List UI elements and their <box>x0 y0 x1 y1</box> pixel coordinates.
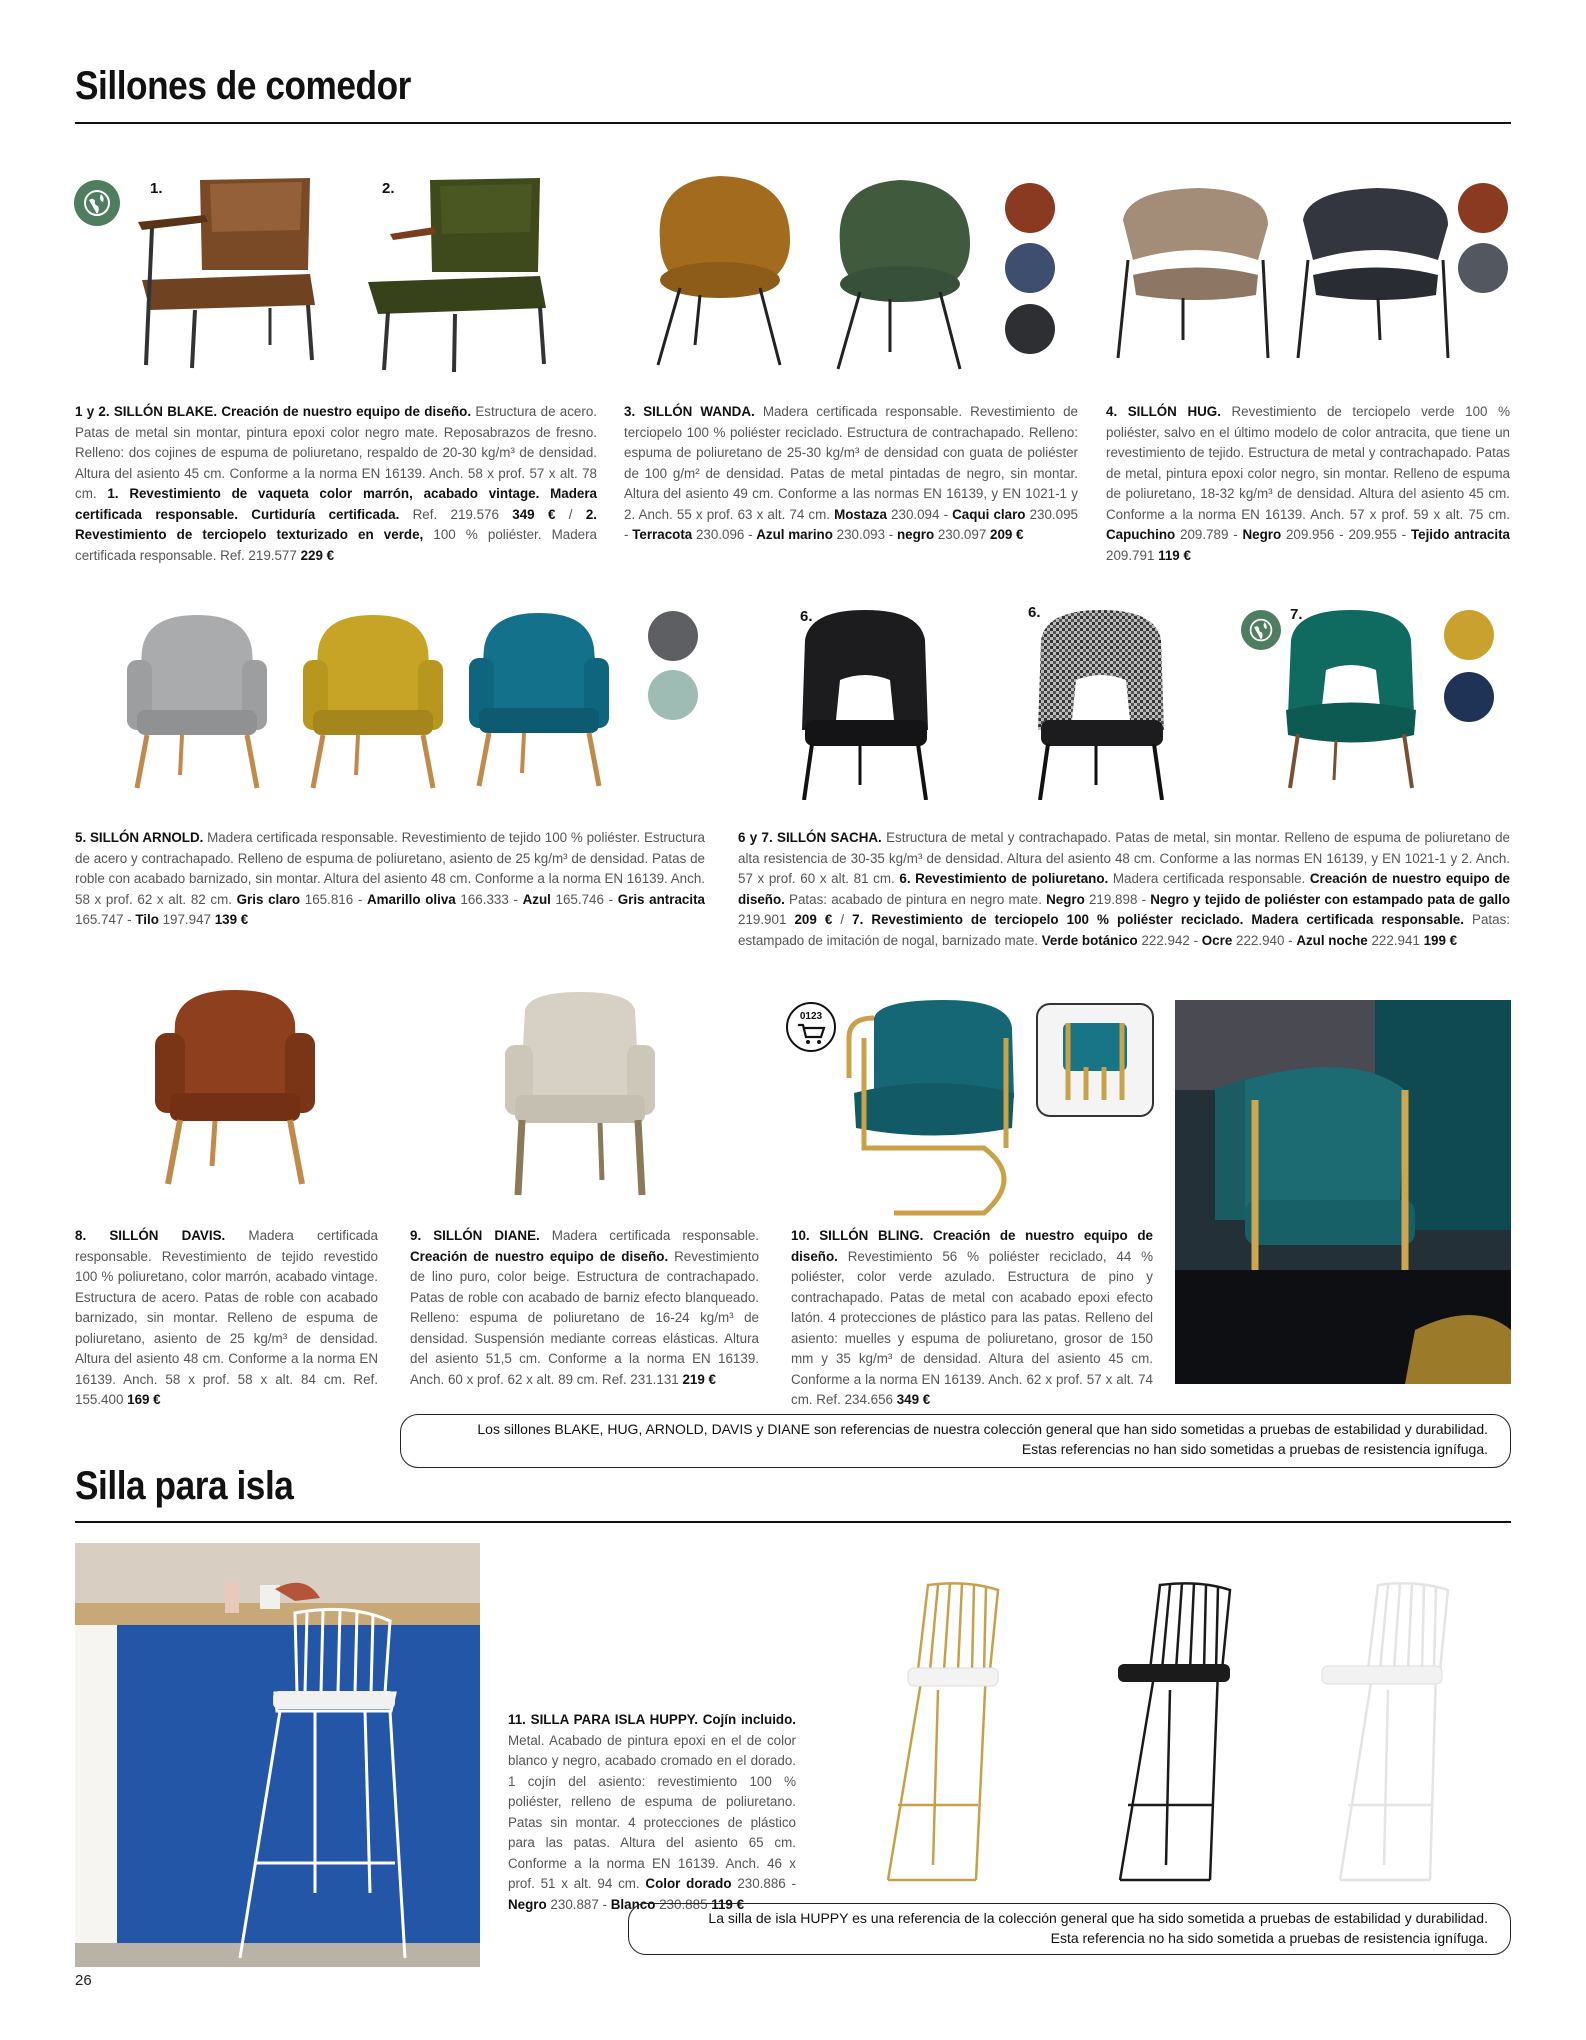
product-number-2: 2. <box>382 180 395 197</box>
product-name: 6 y 7. SILLÓN SACHA. <box>738 830 882 845</box>
product-description-davis: 8. SILLÓN DAVIS. Madera certificada responsable. Revestimiento de tejido revestido 100 % poliuretano, color marrón, acabado vintage. Estructura de acero. Patas de roble con acabado barnizado, sin montar. Relleno de espuma de poliuretano, asiento de 25 kg/m³ de densidad. Altura del asiento 48 cm. Conforme a la norma EN 16139. Anch. 58 x prof. 58 x alt. 84 cm. Ref. 155.400 169 € <box>75 1228 379 1407</box>
eco-badge-icon <box>74 180 120 226</box>
chair-bling-image <box>834 998 1024 1223</box>
chair-wanda-mustard-image <box>640 170 800 370</box>
product-number-6b: 6. <box>1028 604 1041 621</box>
section-title-island: Silla para isla <box>75 1464 294 1508</box>
shopping-cart-icon <box>786 1002 836 1052</box>
product-name: 4. SILLÓN HUG. <box>1106 404 1221 419</box>
chair-hug-antracita-image <box>1288 180 1458 360</box>
color-swatch-negro <box>1005 304 1055 354</box>
price: 169 € <box>127 1392 161 1407</box>
chair-davis-image <box>150 988 320 1188</box>
price: 199 € <box>1423 932 1458 948</box>
price: 119 € <box>1158 547 1191 563</box>
stool-huppy-gold-image <box>868 1580 1018 1890</box>
product-number-6a: 6. <box>800 608 813 625</box>
chair-diane-image <box>500 990 660 1200</box>
chair-sacha-black-image <box>790 610 940 800</box>
price: 119 € <box>711 1896 745 1912</box>
color-swatch-ocre <box>1444 610 1494 660</box>
color-swatch-terracota <box>1005 183 1055 233</box>
chair-arnold-grey-image <box>122 610 272 790</box>
chair-blake-brown-image <box>130 170 340 370</box>
note-line-1: La silla de isla HUPPY es una referencia de la colección general que ha sido sometida a pruebas de estabilidad y durabilidad. <box>708 1910 1488 1926</box>
product-name: 10. SILLÓN BLING. Creación de nuestro equipo de diseño. <box>791 1228 1153 1264</box>
page-number: 26 <box>75 1972 92 1989</box>
color-swatch-hug-antracita <box>1458 243 1508 293</box>
product-description-sacha: 6 y 7. SILLÓN SACHA. Estructura de metal y contrachapado. Patas de metal, sin montar. Relleno de espuma de poliuretano de alta resistencia de 30-35 kg/m³ de densidad. Altura del asiento 48 cm. Conforme a las normas EN 16139, y EN 1021-1 y 2. Anch. 57 x prof. 60 x alt. 81 cm. 6. Revestimiento de poliuretano. Madera certificada responsable. Creación de nuestro equipo de diseño. Patas: acabado de pintura en negro mate. Negro 219.898 - Negro y tejido de poliéster con estampado pata de gallo 219.901 209 € / 7. Revestimiento de terciopelo 100 % poliéster reciclado. Madera certificada responsable. Patas: estampado de imitación de nogal, barnizado mate. Verde botánico 222.942 - Ocre 222.940 - Azul noche 222.941 199 € <box>738 830 1511 948</box>
product-description-hug: 4. SILLÓN HUG. Revestimiento de terciopelo verde 100 % poliéster, salvo en el último modelo de color antracita, que tiene un revestimiento de tejido. Estructura de metal y contrachapado. Patas de metal, pintura epoxi color negro, sin montar. Relleno de espuma de poliuretano, 18-32 kg/m³ de densidad. Altura del asiento 45 cm. Conforme a la norma EN 16139. Anch. 57 x prof. 59 x alt. 75 cm. Capuchino 209.789 - Negro 209.956 - 209.955 - Tejido antracita 209.791 119 € <box>1106 404 1510 563</box>
product-description-diane: 9. SILLÓN DIANE. Madera certificada responsable. Creación de nuestro equipo de diseño. Revestimiento de lino puro, color beige. Estructura de contrachapado. Patas de roble con acabado de barniz efecto blanqueado. Relleno: espuma de poliuretano de 16-24 kg/m³ de densidad. Suspensión mediante correas elásticas. Altura del asiento 51,5 cm. Conforme a la norma EN 16139. Anch. 60 x prof. 62 x alt. 89 cm. Ref. 231.131 219 € <box>410 1228 759 1387</box>
island-test-note <box>628 1903 1511 1955</box>
price: 349 € <box>896 1392 931 1407</box>
chair-hug-capuchino-image <box>1108 180 1278 360</box>
note-line-2: Esta referencia no ha sido sometida a pruebas de resistencia ignífuga. <box>1050 1930 1488 1946</box>
product-number-7: 7. <box>1290 606 1303 623</box>
chair-wanda-green-image <box>820 174 980 374</box>
chair-arnold-yellow-image <box>298 610 448 790</box>
color-swatch-hug-terracota <box>1458 183 1508 233</box>
dining-test-note <box>400 1414 1511 1468</box>
chair-sacha-pied-de-poule-image <box>1026 610 1176 800</box>
color-swatch-tilo <box>648 670 698 720</box>
chair-arnold-blue-image <box>464 608 614 788</box>
section-title-dining: Sillones de comedor <box>75 64 411 108</box>
product-description-arnold: 5. SILLÓN ARNOLD. Madera certificada responsable. Revestimiento de tejido 100 % poliéster. Estructura de acero y contrachapado. Relleno de espuma de poliuretano, asiento de 25 kg/m³ de densidad. Patas de roble con acabado barnizado, sin montar. Altura del asiento 48 cm. Conforme a la norma EN 16139. Anch. 58 x prof. 62 x alt. 82 cm. Gris claro 165.816 - Amarillo oliva 166.333 - Azul 165.746 - Gris antracita 165.747 - Tilo 197.947 139 € <box>75 830 705 927</box>
section-rule <box>75 1521 1511 1523</box>
product-name: 8. SILLÓN DAVIS. <box>75 1228 226 1243</box>
stool-huppy-white-image <box>1318 1580 1468 1890</box>
product-description-wanda: 3. SILLÓN WANDA. Madera certificada responsable. Revestimiento de terciopelo 100 % poliéster reciclado. Estructura de contrachapado. Relleno: espuma de poliuretano de 25-30 kg/m³ de densidad con guata de poliéster de 100 g/m² de densidad. Patas de metal pintadas de negro, sin montar. Altura del asiento 49 cm. Conforme a las normas EN 16139, y EN 1021-1 y 2. Anch. 55 x prof. 63 x alt. 74 cm. Mostaza 230.094 - Caqui claro 230.095 - Terracota 230.096 - Azul marino 230.093 - negro 230.097 209 € <box>624 404 1078 542</box>
product-name: 11. SILLA PARA ISLA HUPPY. Cojín incluido. <box>508 1712 796 1727</box>
bling-ambiance-photo <box>1175 1000 1511 1384</box>
price: 209 € <box>990 527 1024 542</box>
product-name: 1 y 2. SILLÓN BLAKE. Creación de nuestro equipo de diseño. <box>75 404 472 419</box>
price: 219 € <box>682 1371 716 1387</box>
price: 229 € <box>300 547 335 563</box>
color-swatch-azul-marino <box>1005 243 1055 293</box>
price: 349 € <box>512 506 556 522</box>
product-name: 9. SILLÓN DIANE. <box>410 1228 540 1243</box>
product-description-huppy: 11. SILLA PARA ISLA HUPPY. Cojín incluido. Metal. Acabado de pintura epoxi en el de color blanco y negro, acabado cromado en el dorado. 1 cojín del asiento: revestimiento 100 % poliéster, relleno de espuma de poliuretano. Patas sin montar. 4 protecciones de plástico para las patas. Altura del asiento 65 cm. Conforme a la norma EN 16139. Anch. 46 x prof. 51 x alt. 94 cm. Color dorado 230.886 - Negro 230.887 - Blanco 230.885 119 € <box>508 1712 796 1912</box>
stool-huppy-black-image <box>1100 1580 1250 1890</box>
chair-blake-green-image <box>360 172 570 372</box>
badge-code: 0123 <box>799 1011 823 1022</box>
color-swatch-azul-noche <box>1444 672 1494 722</box>
product-name: 5. SILLÓN ARNOLD. <box>75 830 204 845</box>
chair-sacha-verde-image <box>1276 610 1426 790</box>
product-description-bling: 10. SILLÓN BLING. Creación de nuestro equipo de diseño. Revestimiento 56 % poliéster reciclado, 44 % poliéster, color verde azulado. Estructura de pino y contrachapado. Patas de metal con acabado epoxi efecto latón. 4 protecciones de plástico para las patas. Relleno del asiento: muelles y espuma de poliuretano, grosor de 150 mm y 35 kg/m³ de densidad. Altura del asiento 45 cm. Conforme a la norma EN 16139. Anch. 62 x prof. 57 x alt. 74 cm. Ref. 234.656 349 € <box>791 1228 1153 1407</box>
product-name: 3. SILLÓN WANDA. <box>624 404 755 419</box>
price: 209 € <box>794 912 833 927</box>
product-number-1: 1. <box>150 180 163 197</box>
product-description-blake: 1 y 2. SILLÓN BLAKE. Creación de nuestro equipo de diseño. Estructura de acero. Patas de metal sin montar, pintura epoxi color negro mate. Reposabrazos de fresno. Relleno: dos cojines de espuma de poliuretano, respaldo de 20-30 kg/m³ de densidad. Altura del asiento 45 cm. Conforme a la norma EN 16139. Anch. 58 x prof. 57 x alt. 78 cm. 1. Revestimiento de vaqueta color marrón, acabado vintage. Madera certificada responsable. Curtiduría certificada. Ref. 219.576 349 € / 2. Revestimiento de terciopelo texturizado en verde, 100 % poliéster. Madera certificada responsable. Ref. 219.577 229 € <box>75 404 598 563</box>
price: 139 € <box>214 912 249 927</box>
note-line-1: Los sillones BLAKE, HUG, ARNOLD, DAVIS y DIANE son referencias de nuestra colección general que han sido sometidas a pruebas de estabilidad y durabilidad. <box>477 1421 1488 1437</box>
eco-badge-icon <box>1241 610 1281 650</box>
note-line-2: Estas referencias no han sido sometidas a pruebas de resistencia ignífuga. <box>1021 1441 1488 1457</box>
section-rule <box>75 122 1511 124</box>
chair-bling-detail-image <box>1036 1003 1154 1117</box>
kitchen-island-photo <box>75 1543 480 1967</box>
color-swatch-gris-antracita <box>648 611 698 661</box>
